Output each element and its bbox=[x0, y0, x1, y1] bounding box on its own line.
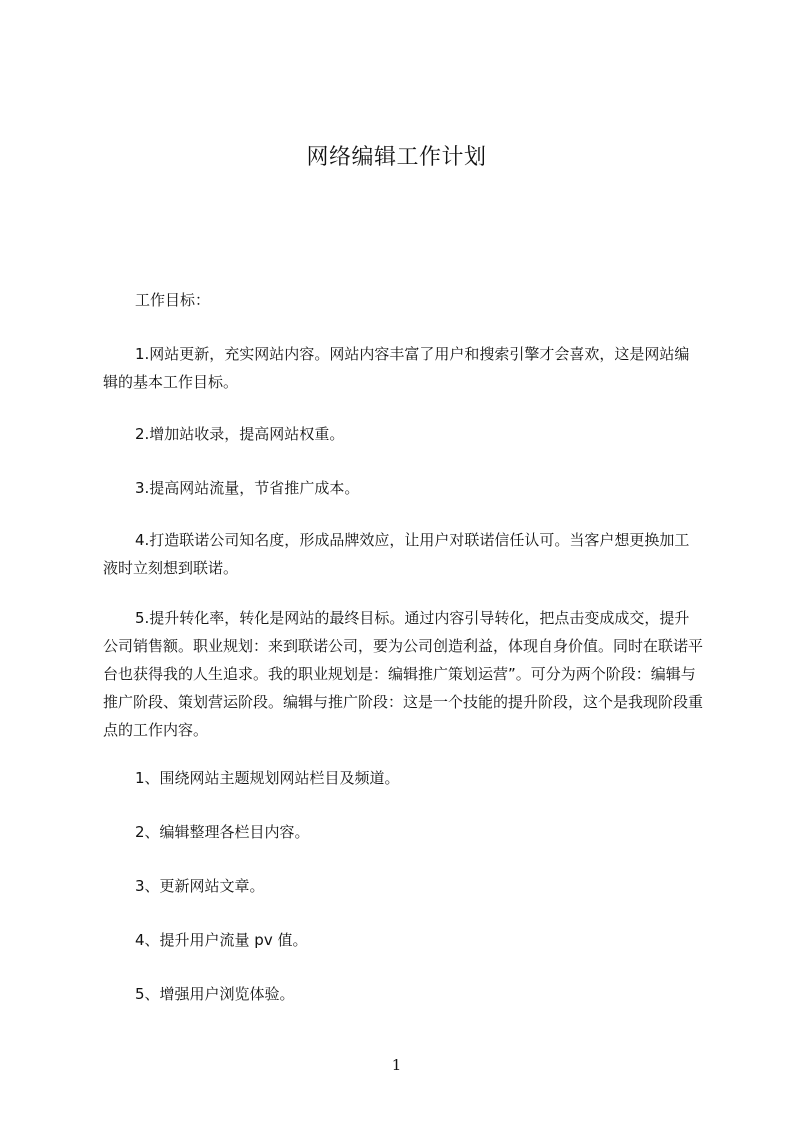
paragraph-goal-4: 4.打造联诺公司知名度，形成品牌效应，让用户对联诺信任认可。当客户想更换加工液时立刻想到联诺。 bbox=[103, 531, 690, 577]
paragraph-task-3: 3、更新网站文章。 bbox=[135, 877, 265, 895]
paragraph-goals-heading: 工作目标： bbox=[135, 291, 211, 309]
page-number: 1 bbox=[391, 1056, 402, 1074]
paragraph-task-5: 5、增强用户浏览体验。 bbox=[135, 985, 295, 1003]
paragraph-goal-1: 1.网站更新，充实网站内容。网站内容丰富了用户和搜索引擎才会喜欢，这是网站编辑的基本工作目标。 bbox=[103, 345, 690, 391]
paragraph-task-1: 1、围绕网站主题规划网站栏目及频道。 bbox=[135, 769, 400, 787]
paragraph-goal-3: 3.提高网站流量，节省推广成本。 bbox=[135, 479, 360, 497]
paragraph-task-4: 4、提升用户流量 pv 值。 bbox=[135, 931, 308, 949]
paragraph-goal-2: 2.增加站收录，提高网站权重。 bbox=[135, 425, 345, 443]
paragraph-task-2: 2、编辑整理各栏目内容。 bbox=[135, 823, 310, 841]
paragraph-goal-5: 5.提升转化率，转化是网站的最终目标。通过内容引导转化，把点击变成成交，提升公司销售额。职业规划：来到联诺公司，要为公司创造利益，体现自身价值。同时在联诺平台也获得我的人生追求。我的职业规划是：编辑推广策划运营”。可分为两个阶段：编辑与推广阶段、策划营运阶段。编辑与推广阶段：这是一个技能的提升阶段，这个是我现阶段重点的工作内容。 bbox=[103, 609, 704, 739]
document-title: 网络编辑工作计划 bbox=[306, 145, 487, 170]
